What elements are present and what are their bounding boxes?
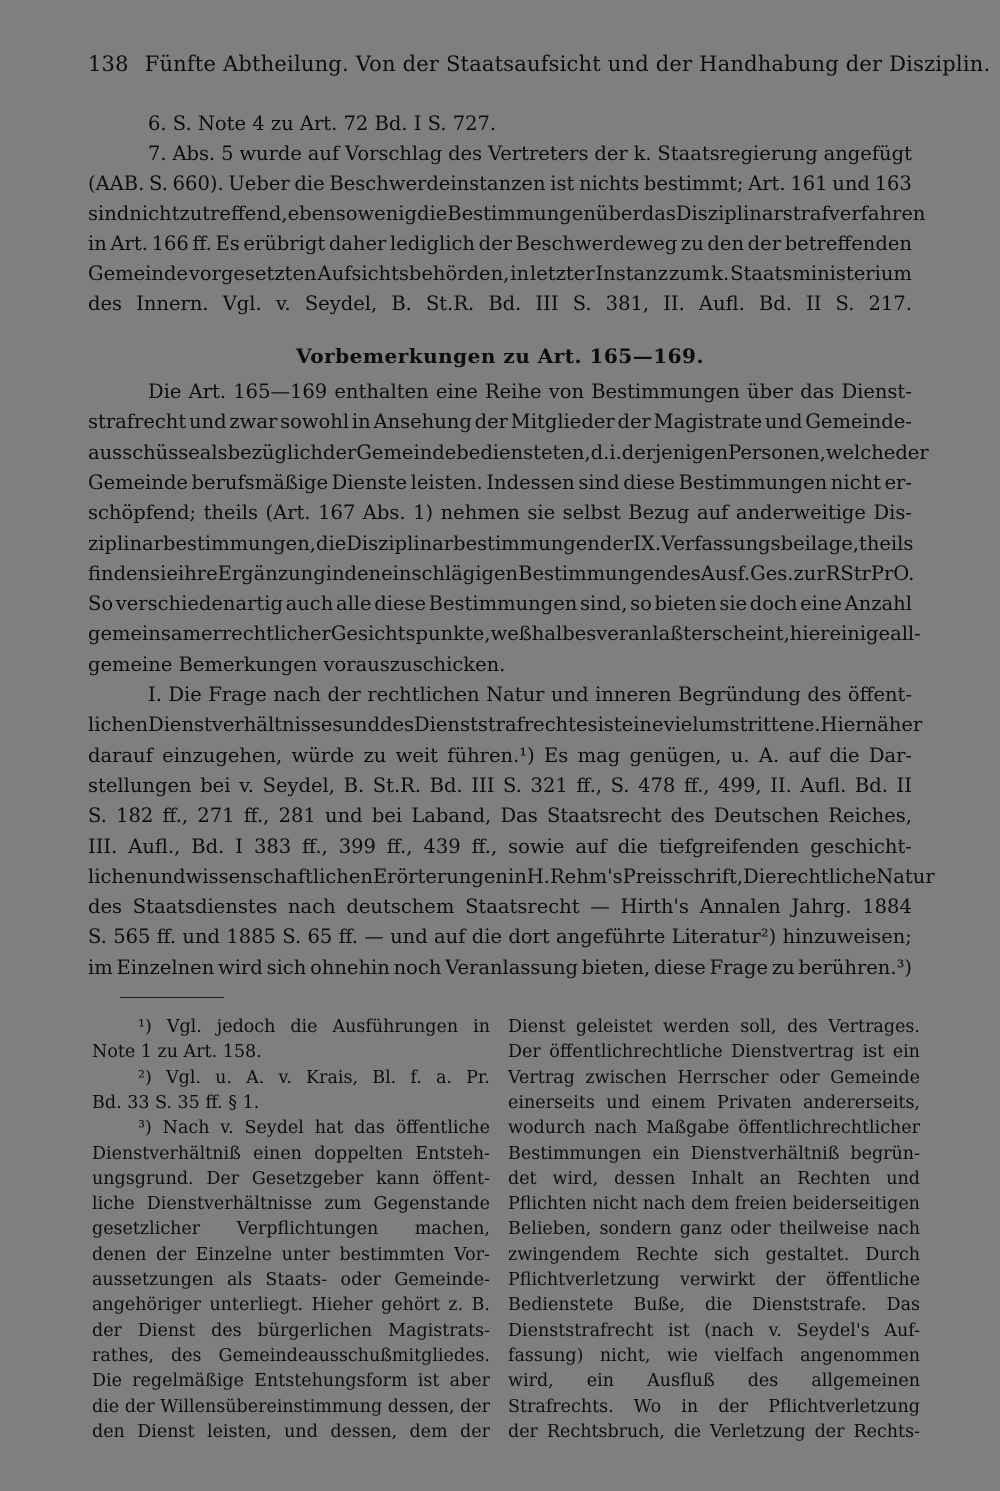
footnote-line: der Dienst des bürgerlichen Magistrats- bbox=[92, 1320, 490, 1341]
footnote-line: Vertrag zwischen Herrscher oder Gemeinde bbox=[508, 1067, 920, 1088]
note-line: in Art. 166 ff. Es erübrigt daher lediglich der Beschwerdeweg zu den der betreffenden bbox=[88, 232, 912, 255]
footnote-line: der Rechtsbruch, die Verletzung der Rechts- bbox=[508, 1421, 920, 1442]
footnote-line: Bd. 33 S. 35 ff. § 1. bbox=[92, 1092, 260, 1113]
body-line: I. Die Frage nach der rechtlichen Natur und inneren Begründung des öffent- bbox=[148, 683, 912, 706]
footnote-line: Dienstverhältniß einen doppelten Entsteh- bbox=[92, 1143, 490, 1164]
footnote-line: Dienst geleistet werden soll, des Vertrages. bbox=[508, 1017, 920, 1037]
footnote-line: angehöriger unterliegt. Hieher gehört z. B. bbox=[92, 1295, 490, 1316]
note-line: sind nicht zutreffend, ebensowenig die Bestimmungen über das Disziplinarstrafverfahren bbox=[88, 202, 926, 225]
body-line: S. 182 ff., 271 ff., 281 und bei Laband, Das Staatsrecht des Deutschen Reiches, bbox=[88, 804, 912, 828]
body-line: gemeine Bemerkungen vorauszuschicken. bbox=[88, 652, 506, 676]
body-line: des Staatsdienstes nach deutschem Staatsrecht — Hirth's Annalen Jahrg. 1884 bbox=[88, 895, 912, 919]
body-line: lichen Dienstverhältnisses und des Dienststrafrechtes ist eine vielumstrittene. Hier näher bbox=[88, 713, 923, 737]
footnote-line: einerseits und einem Privaten andererseits, bbox=[508, 1092, 920, 1113]
body-line: ausschüsse als bezüglich der Gemeindebediensteten, d. i. derjenigen Personen, welche der bbox=[88, 440, 929, 464]
section-heading: Vorbemerkungen zu Art. 165—169. bbox=[296, 344, 704, 368]
running-header bbox=[88, 52, 991, 76]
page-number: 138 bbox=[88, 52, 129, 76]
footnote-line: Der öffentlichrechtliche Dienstvertrag ist ein bbox=[508, 1042, 920, 1063]
footnote-line: Pflichtverletzung verwirkt der öffentliche bbox=[508, 1270, 920, 1290]
body-line: lichen und wissenschaftlichen Erörterungen in H. Rehm's Preisschrift, Die rechtliche Natur bbox=[88, 864, 935, 888]
body-line: ziplinarbestimmungen, die Disziplinarbestimmungen der IX. Verfassungsbeilage, theils bbox=[88, 531, 914, 555]
note-line: 7. Abs. 5 wurde auf Vorschlag des Vertreters der k. Staatsregierung angefügt bbox=[148, 142, 912, 165]
footnote-line: ¹) Vgl. jedoch die Ausführungen in bbox=[138, 1017, 490, 1037]
footnote-line: liche Dienstverhältnisse zum Gegenstande bbox=[92, 1194, 490, 1215]
footnote-line: denen der Einzelne unter bestimmten Vor- bbox=[92, 1244, 490, 1265]
note-line: 6. S. Note 4 zu Art. 72 Bd. I S. 727. bbox=[148, 112, 497, 135]
footnote-line: ²) Vgl. u. A. v. Krais, Bl. f. a. Pr. bbox=[138, 1067, 490, 1088]
body-line: schöpfend; theils (Art. 167 Abs. 1) nehmen sie selbst Bezug auf anderweitige Dis- bbox=[88, 501, 912, 525]
footnote-line: wird, ein Ausfluß des allgemeinen bbox=[508, 1371, 920, 1392]
footnote-line: den Dienst leisten, und dessen, dem der bbox=[92, 1421, 490, 1442]
note-line: Gemeinde vorgesetzten Aufsichtsbehörden, in letzter Instanz zum k. Staatsministerium bbox=[88, 262, 912, 285]
footnote-line: Note 1 zu Art. 158. bbox=[92, 1042, 262, 1063]
body-line: III. Aufl., Bd. I 383 ff., 399 ff., 439 ff., sowie auf die tiefgreifenden geschicht- bbox=[88, 834, 912, 858]
body-line: Die Art. 165—169 enthalten eine Reihe von Bestimmungen über das Dienst- bbox=[148, 380, 912, 403]
footnote-line: aussetzungen als Staats- oder Gemeinde- bbox=[92, 1270, 490, 1290]
body-line: S. 565 ff. und 1885 S. 65 ff. — und auf die dort angeführte Literatur²) hinzuweisen; bbox=[88, 925, 912, 949]
footnote-line: fassung) nicht, wie vielfach angenommen bbox=[508, 1345, 920, 1366]
body-line: darauf einzugehen, würde zu weit führen.¹) Es mag genügen, u. A. auf die Dar- bbox=[88, 743, 912, 767]
body-line: Gemeinde berufsmäßige Dienste leisten. Indessen sind diese Bestimmungen nicht er- bbox=[88, 470, 912, 494]
footnote-line: Belieben, sondern ganz oder theilweise nach bbox=[508, 1219, 920, 1240]
footnote-line: die der Willensübereinstimmung dessen, der bbox=[92, 1396, 490, 1417]
footnote-line: Dienststrafrecht ist (nach v. Seydel's Auf- bbox=[508, 1320, 920, 1341]
footnote-rule bbox=[120, 997, 224, 998]
footnote-line: ³) Nach v. Seydel hat das öffentliche bbox=[138, 1118, 490, 1139]
footnote-line: rathes, des Gemeindeausschußmitgliedes. bbox=[92, 1345, 490, 1366]
footnote-line: Bestimmungen ein Dienstverhältniß begrün- bbox=[508, 1143, 920, 1164]
footnote-line: Strafrechts. Wo in der Pflichtverletzung bbox=[508, 1396, 920, 1417]
body-line: stellungen bei v. Seydel, B. St.R. Bd. III S. 321 ff., S. 478 ff., 499, II. Aufl. Bd. II bbox=[88, 773, 912, 797]
footnote-line: wodurch nach Maßgabe öffentlichrechtlicher bbox=[508, 1118, 920, 1139]
footnote-line: gesetzlicher Verpflichtungen machen, bbox=[92, 1219, 490, 1240]
body-line: strafrecht und zwar sowohl in Ansehung der Mitglieder der Magistrate und Gemeinde- bbox=[88, 410, 912, 434]
note-line: (AAB. S. 660). Ueber die Beschwerdeinstanzen ist nichts bestimmt; Art. 161 und 163 bbox=[88, 172, 912, 195]
body-line: gemeinsamer rechtlicher Gesichtspunkte, weßhalb es veranlaßt erscheint, hier einige all- bbox=[88, 622, 921, 646]
footnote-line: Die regelmäßige Entstehungsform ist aber bbox=[92, 1371, 490, 1392]
running-title: Fünfte Abtheilung. Von der Staatsaufsicht und der Handhabung der Disziplin. bbox=[144, 52, 991, 76]
footnote-line: Bedienstete Buße, die Dienststrafe. Das bbox=[508, 1295, 920, 1316]
note-line: des Innern. Vgl. v. Seydel, B. St.R. Bd. III S. 381, II. Aufl. Bd. II S. 217. bbox=[88, 292, 912, 315]
body-line: So verschiedenartig auch alle diese Bestimmungen sind, so bieten sie doch eine Anzahl bbox=[88, 592, 912, 616]
body-line: finden sie ihre Ergänzung in den einschlägigen Bestimmungen des Ausf.Ges. zur RStrPrO. bbox=[88, 561, 915, 585]
footnote-line: ungsgrund. Der Gesetzgeber kann öffent- bbox=[92, 1168, 490, 1189]
footnote-line: Pflichten nicht nach dem freien beiderseitigen bbox=[508, 1194, 920, 1215]
body-line: im Einzelnen wird sich ohnehin noch Veranlassung bieten, diese Frage zu berühren.³) bbox=[88, 955, 912, 979]
footnote-line: zwingendem Rechte sich gestaltet. Durch bbox=[508, 1244, 920, 1265]
footnote-line: det wird, dessen Inhalt an Rechten und bbox=[508, 1168, 920, 1189]
